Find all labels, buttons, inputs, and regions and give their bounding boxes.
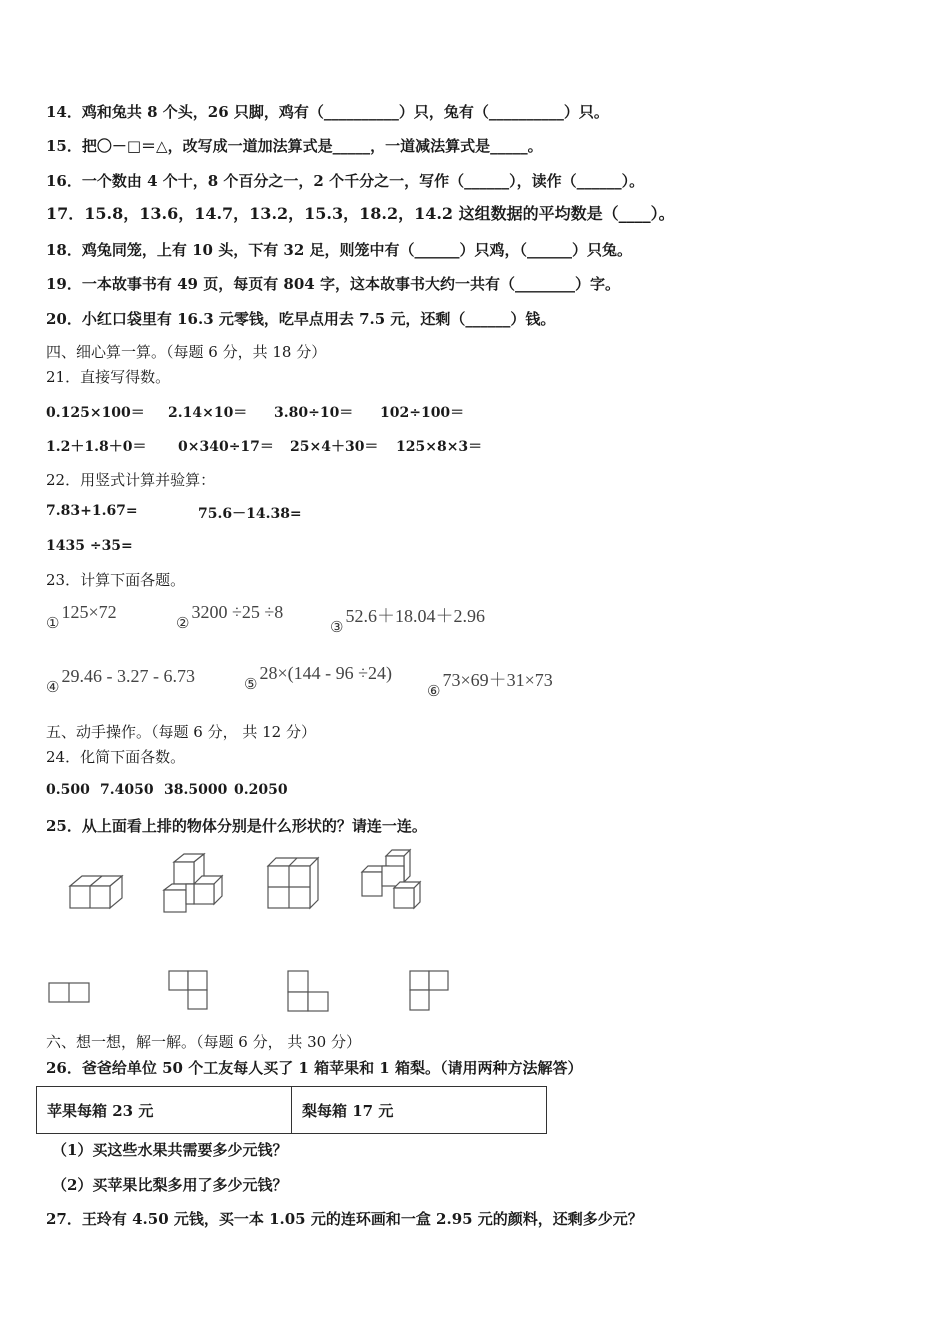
vertical-calc: 75.6－14.38= [198,506,302,522]
question-19: 19．一本故事书有 49 页，每页有 804 字，这本故事书大约一共有（________）字。 [46,275,620,293]
cube-object-3 [268,858,318,908]
question-22-title: 22．用竖式计算并验算： [46,471,216,489]
question-15: 15．把〇－□＝△，改写成一道加法算式是_____，一道减法算式是_____。 [46,137,543,155]
top-view-1 [49,983,89,1002]
section-5-title: 五、动手操作。（每题 6 分， 共 12 分） [46,723,316,741]
question-18: 18．鸡兔同笼，上有 10 头，下有 32 足，则笼中有（______）只鸡，（______）只兔。 [46,241,633,259]
oral-calc: 2.14×10＝ [168,405,248,421]
question-14: 14．鸡和兔共 8 个头，26 只脚，鸡有（__________）只，兔有（__________）只。 [46,103,609,121]
question-20: 20．小红口袋里有 16.3 元零钱，吃早点用去 7.5 元，还剩（______）钱。 [46,310,556,328]
cube-object-1 [70,876,122,908]
simplify-number: 7.4050 [100,782,154,798]
calc-item-6: ⑥73×69＋31×73 [427,670,553,700]
simplify-number: 38.5000 [164,782,228,798]
calc-item-4: ④29.46 - 3.27 - 6.73 [46,666,195,696]
pear-price-cell: 梨每箱 17 元 [292,1087,547,1134]
top-view-2 [169,971,207,1009]
oral-calc: 25×4＋30＝ [290,439,379,455]
price-table [36,1086,547,1134]
oral-calc: 1.2＋1.8＋0＝ [46,439,147,455]
vertical-calc: 7.83+1.67= [46,503,138,519]
question-26-sub2: （2）买苹果比梨多用了多少元钱？ [52,1176,288,1194]
calc-item-3: ③52.6＋18.04＋2.96 [330,606,485,636]
oral-calc: 3.80÷10＝ [274,405,354,421]
question-27: 27．王玲有 4.50 元钱，买一本 1.05 元的连环画和一盒 2.95 元的颜料，还剩多少元？ [46,1210,643,1228]
section-6-title: 六、想一想，解一解。（每题 6 分， 共 30 分） [46,1033,361,1051]
calc-item-2: ②3200 ÷25 ÷8 [176,602,284,632]
question-16: 16．一个数由 4 个十，8 个百分之一，2 个千分之一，写作（______），读作（______）。 [46,172,645,190]
cube-object-4 [362,850,420,908]
top-view-3 [288,971,328,1011]
question-21-title: 21．直接写得数。 [46,368,171,386]
oral-calc: 125×8×3＝ [396,439,483,455]
question-26-sub1: （1）买这些水果共需要多少元钱？ [52,1141,288,1159]
oral-calc: 0.125×100＝ [46,405,145,421]
question-25-title: 25．从上面看上排的物体分别是什么形状的？请连一连。 [46,817,427,835]
question-24-title: 24．化简下面各数。 [46,748,186,766]
oral-calc: 0×340÷17＝ [178,439,274,455]
oral-calc: 102÷100＝ [380,405,465,421]
section-4-title: 四、细心算一算。（每题 6 分，共 18 分） [46,343,327,361]
question-17: 17．15.8，13.6，14.7，13.2，15.3，18.2，14.2 这组数据的平均数是（____）。 [46,204,675,223]
apple-price-cell: 苹果每箱 23 元 [37,1087,292,1134]
vertical-calc: 1435 ÷35= [46,538,133,554]
question-23-title: 23．计算下面各题。 [46,571,186,589]
simplify-number: 0.500 [46,782,90,798]
top-view-4 [410,971,448,1010]
calc-item-1: ①125×72 [46,602,117,632]
simplify-number: 0.2050 [234,782,288,798]
cube-object-2 [164,854,222,912]
calc-item-5: ⑤28×(144 - 96 ÷24) [244,663,392,693]
question-26-title: 26．爸爸给单位 50 个工友每人买了 1 箱苹果和 1 箱梨。（请用两种方法解答） [46,1059,583,1077]
